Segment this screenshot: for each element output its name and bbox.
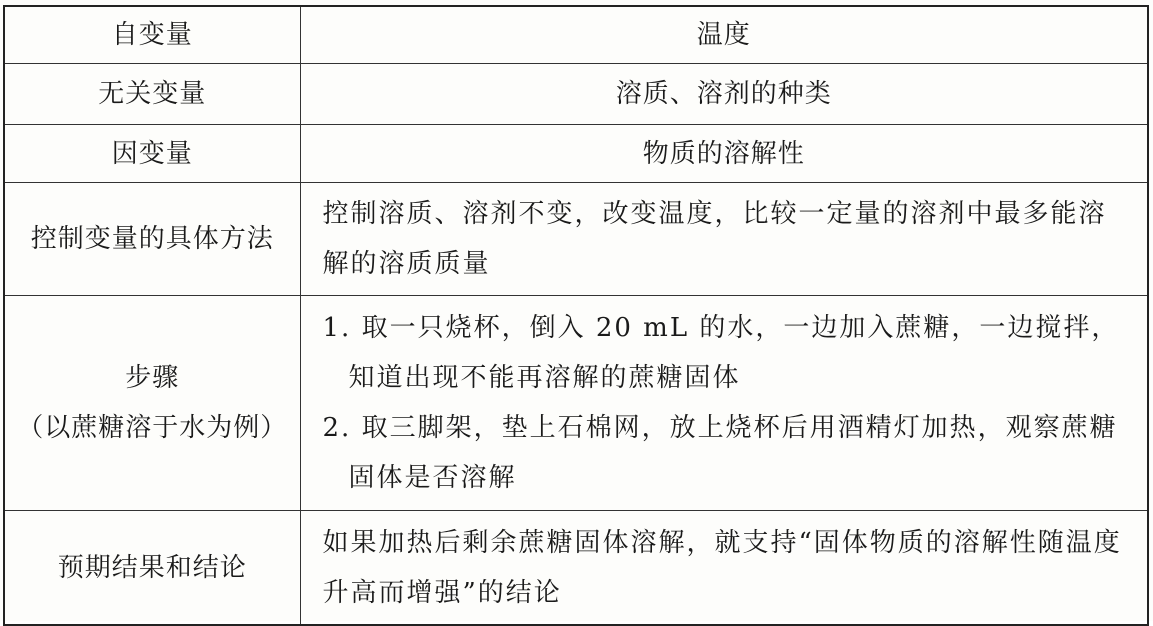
row-value: 如果加热后剩余蔗糖固体溶解，就支持“固体物质的溶解性随温度升高而增强”的结论 xyxy=(300,511,1148,626)
row-label: 因变量 xyxy=(4,125,300,183)
steps-sublabel: （以蔗糖溶于水为例） xyxy=(17,413,288,443)
row-label: 无关变量 xyxy=(4,64,300,125)
row-label: 控制变量的具体方法 xyxy=(4,183,300,296)
row-label: 自变量 xyxy=(4,6,300,64)
row-value: 物质的溶解性 xyxy=(300,125,1148,183)
table-row xyxy=(4,511,1148,626)
table-row xyxy=(4,64,1148,125)
steps-label: 步骤 xyxy=(125,363,180,393)
table-row xyxy=(4,183,1148,296)
row-value: 温度 xyxy=(300,6,1148,64)
experiment-table xyxy=(3,5,1149,626)
table-row xyxy=(4,6,1148,64)
table-row xyxy=(4,296,1148,511)
row-label: 预期结果和结论 xyxy=(4,511,300,626)
step-item: 1. 取一只烧杯，倒入 20 mL 的水，一边加入蔗糖，一边搅拌，知道出现不能再溶解的蔗糖固体 xyxy=(322,313,1120,393)
row-label xyxy=(4,296,300,511)
step-item: 2. 取三脚架，垫上石棉网，放上烧杯后用酒精灯加热，观察蔗糖固体是否溶解 xyxy=(322,413,1118,493)
table-row xyxy=(4,125,1148,183)
row-value: 溶质、溶剂的种类 xyxy=(300,64,1148,125)
row-value xyxy=(300,296,1148,511)
row-value: 控制溶质、溶剂不变，改变温度，比较一定量的溶剂中最多能溶解的溶质质量 xyxy=(300,183,1148,296)
